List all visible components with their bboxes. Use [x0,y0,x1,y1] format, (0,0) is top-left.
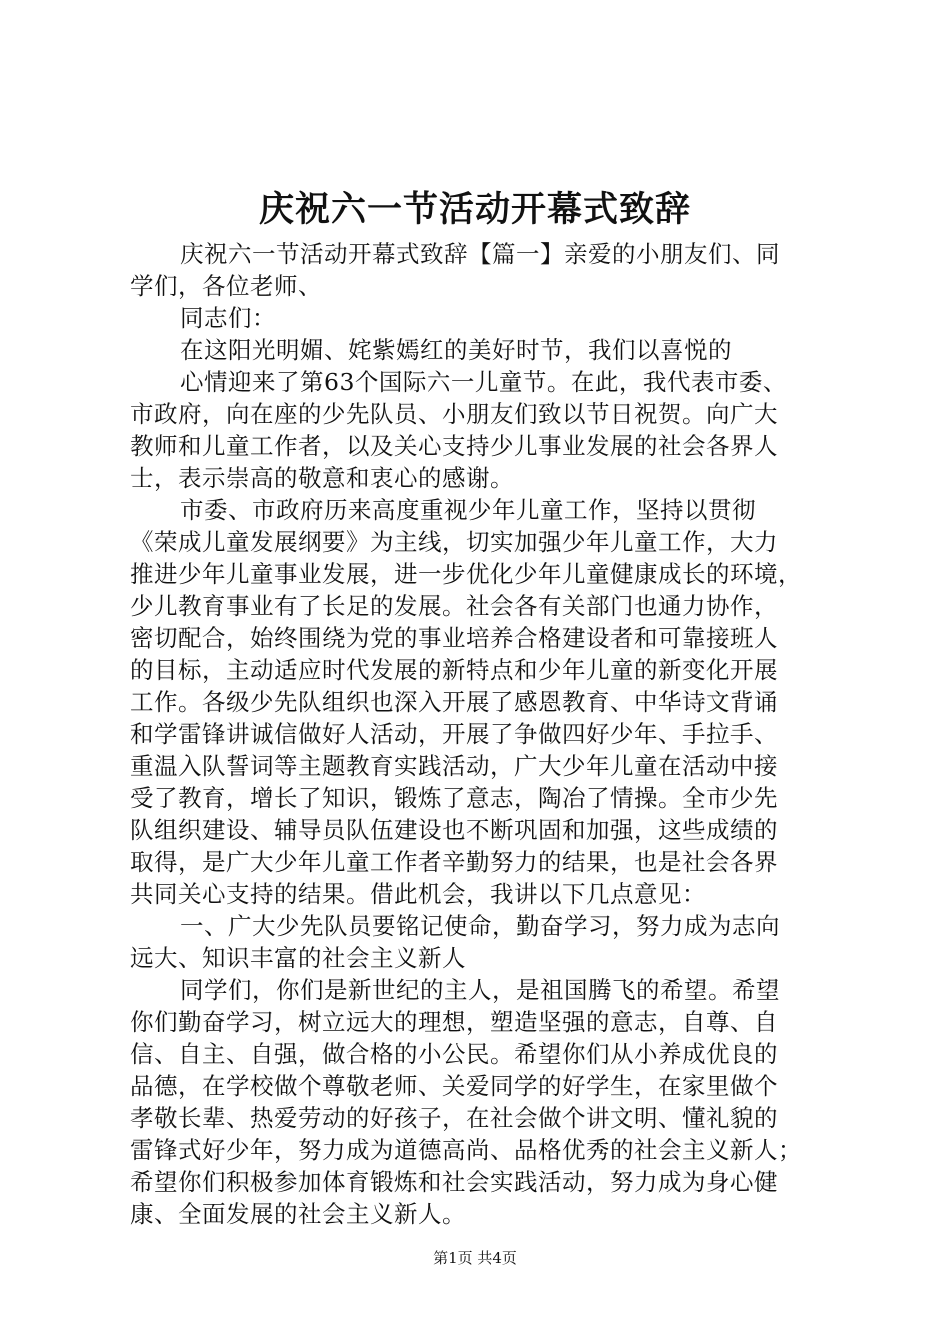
text-line: 士，表示崇高的敬意和衷心的感谢。 [130,464,514,492]
text-line: 少儿教育事业有了长足的发展。社会各有关部门也通力协作， [130,592,778,620]
text-line: 市政府，向在座的少先队员、小朋友们致以节日祝贺。向广大 [130,400,778,428]
text-line: 队组织建设、辅导员队伍建设也不断巩固和加强，这些成绩的 [130,816,778,844]
text-line: 同学们，你们是新世纪的主人，是祖国腾飞的希望。希望 [180,976,780,1004]
text-line: 《荣成儿童发展纲要》为主线，切实加强少年儿童工作，大力 [130,528,778,556]
text-line: 希望你们积极参加体育锻炼和社会实践活动，努力成为身心健 [130,1168,778,1196]
text-line: 品德，在学校做个尊敬老师、关爱同学的好学生，在家里做个 [130,1072,778,1100]
text-line: 市委、市政府历来高度重视少年儿童工作，坚持以贯彻 [180,496,756,524]
document-title: 庆祝六一节活动开幕式致辞 [258,189,691,230]
text-line: 受了教育，增长了知识，锻炼了意志，陶冶了情操。全市少先 [130,784,778,812]
text-line: 学们，各位老师、 [130,272,322,300]
page-footer: 第1页 共4页 [433,1249,517,1267]
text-line: 在这阳光明媚、姹紫嫣红的美好时节，我们以喜悦的 [180,336,732,364]
text-line: 你们勤奋学习，树立远大的理想，塑造坚强的意志，自尊、自 [130,1008,778,1036]
text-line: 雷锋式好少年，努力成为道德高尚、品格优秀的社会主义新人； [130,1136,802,1164]
text-line: 重温入队誓词等主题教育实践活动，广大少年儿童在活动中接 [130,752,778,780]
text-line: 一、广大少先队员要铭记使命，勤奋学习，努力成为志向 [180,912,780,940]
text-line: 孝敬长辈、热爱劳动的好孩子，在社会做个讲文明、懂礼貌的 [130,1104,778,1132]
text-line: 远大、知识丰富的社会主义新人 [130,944,466,972]
text-line: 工作。各级少先队组织也深入开展了感恩教育、中华诗文背诵 [130,688,778,716]
text-line: 同志们： [180,304,276,332]
text-line: 密切配合，始终围绕为党的事业培养合格建设者和可靠接班人 [130,624,778,652]
text-line: 取得，是广大少年儿童工作者辛勤努力的结果，也是社会各界 [130,848,778,876]
text-line: 信、自主、自强，做合格的小公民。希望你们从小养成优良的 [130,1040,778,1068]
text-line: 康、全面发展的社会主义新人。 [130,1200,466,1228]
text-line: 教师和儿童工作者，以及关心支持少儿事业发展的社会各界人 [130,432,778,460]
text-line: 共同关心支持的结果。借此机会，我讲以下几点意见： [130,880,706,908]
text-line: 心情迎来了第63个国际六一儿童节。在此，我代表市委、 [180,368,787,396]
document-body [130,238,830,1230]
text-line: 和学雷锋讲诚信做好人活动，开展了争做四好少年、手拉手、 [130,720,778,748]
text-line: 的目标，主动适应时代发展的新特点和少年儿童的新变化开展 [130,656,778,684]
text-line: 庆祝六一节活动开幕式致辞【篇一】亲爱的小朋友们、同 [180,240,780,268]
text-line: 推进少年儿童事业发展，进一步优化少年儿童健康成长的环境， [130,560,802,588]
